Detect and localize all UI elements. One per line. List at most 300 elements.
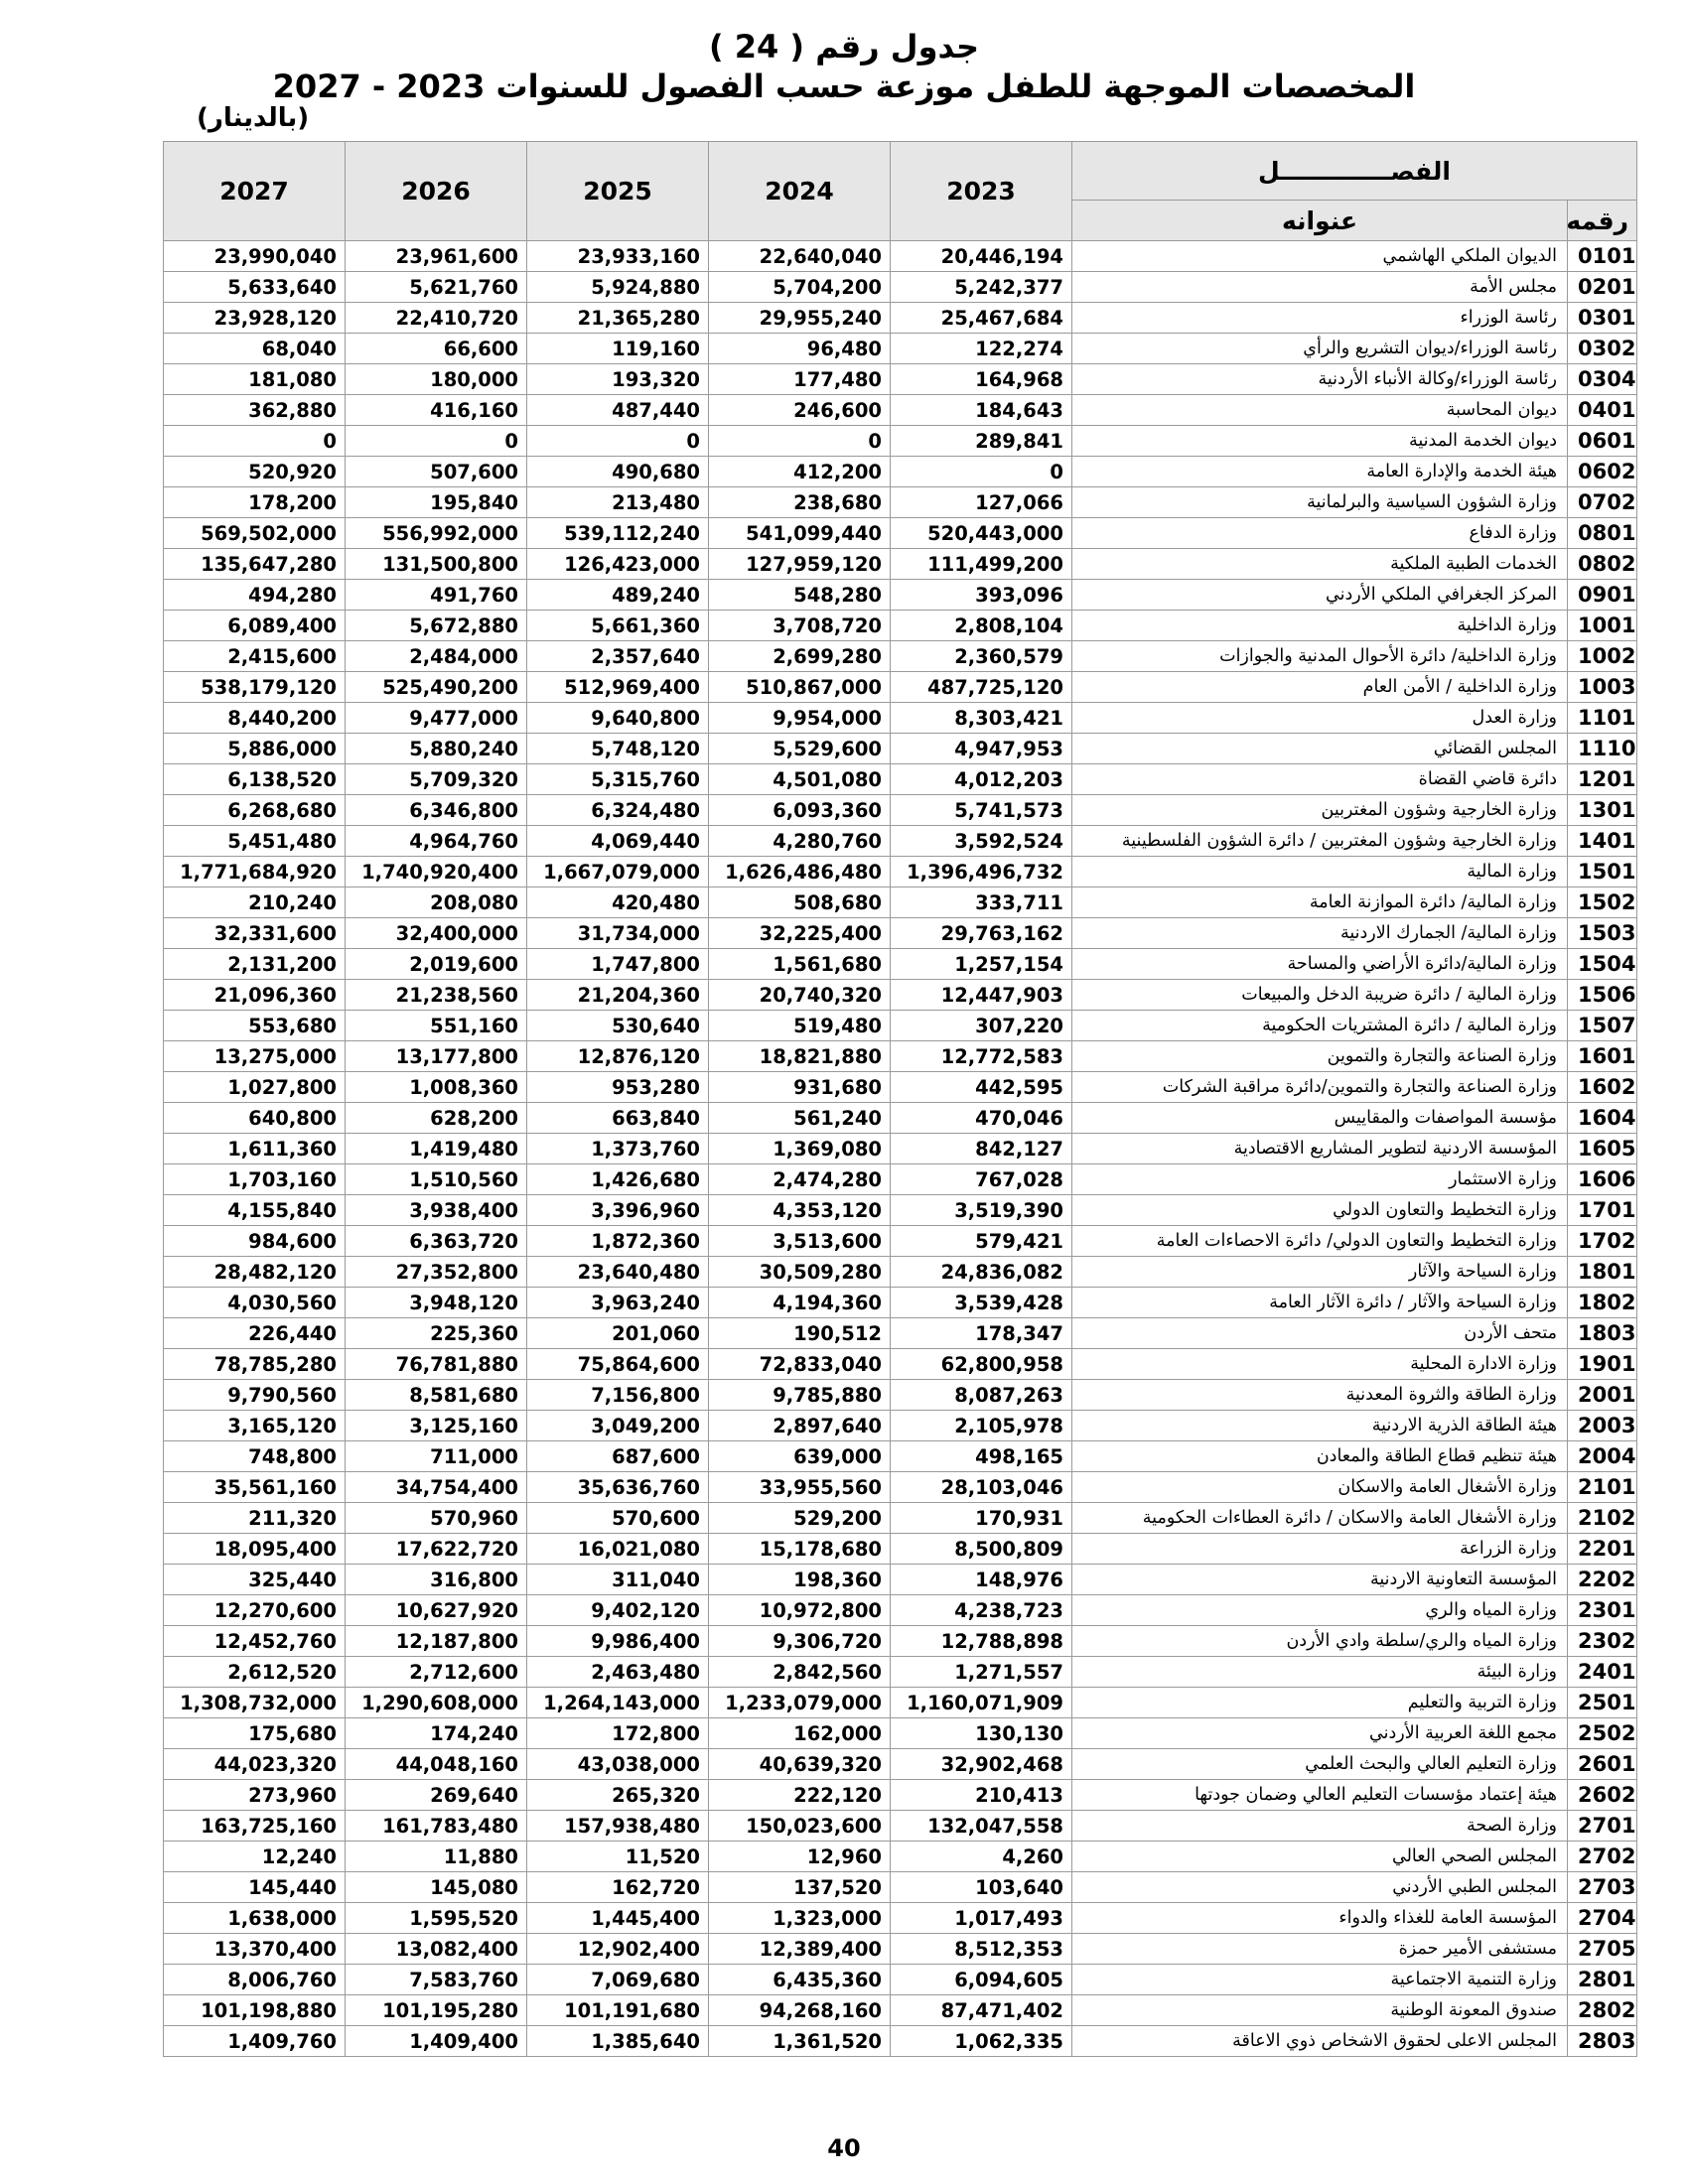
value-cell-2027: 1,308,732,000 <box>164 1688 346 1718</box>
value-cell-2025: 35,636,760 <box>527 1472 709 1503</box>
value-cell-2025: 9,640,800 <box>527 703 709 734</box>
table-row <box>164 980 1637 1011</box>
table-row <box>164 1380 1637 1411</box>
chapter-code-cell: 1801 <box>1568 1257 1637 1288</box>
value-cell-2027: 145,440 <box>164 1872 346 1903</box>
value-cell-2027: 0 <box>164 426 346 457</box>
chapter-code-cell: 2102 <box>1568 1503 1637 1534</box>
value-cell-2024: 4,194,360 <box>709 1288 891 1318</box>
value-cell-2023: 164,968 <box>891 364 1072 395</box>
value-cell-2023: 4,238,723 <box>891 1595 1072 1626</box>
value-cell-2027: 640,800 <box>164 1103 346 1134</box>
value-cell-2026: 10,627,920 <box>346 1595 527 1626</box>
value-cell-2026: 101,195,280 <box>346 1995 527 2026</box>
value-cell-2025: 119,160 <box>527 334 709 364</box>
value-cell-2024: 29,955,240 <box>709 303 891 334</box>
value-cell-2026: 3,938,400 <box>346 1195 527 1226</box>
value-cell-2027: 362,880 <box>164 395 346 426</box>
value-cell-2025: 162,720 <box>527 1872 709 1903</box>
table-row <box>164 1011 1637 1041</box>
value-cell-2025: 16,021,080 <box>527 1534 709 1565</box>
chapter-name-cell: المجلس الصحي العالي <box>1072 1842 1568 1872</box>
code-header: رقمه <box>1568 201 1637 241</box>
value-cell-2025: 953,280 <box>527 1072 709 1103</box>
value-cell-2024: 10,972,800 <box>709 1595 891 1626</box>
chapter-code-cell: 0201 <box>1568 272 1637 303</box>
chapter-name-cell: مجمع اللغة العربية الأردني <box>1072 1718 1568 1749</box>
chapter-name-cell: هيئة الخدمة والإدارة العامة <box>1072 457 1568 487</box>
value-cell-2026: 1,595,520 <box>346 1903 527 1934</box>
value-cell-2024: 222,120 <box>709 1780 891 1811</box>
chapter-code-cell: 0802 <box>1568 549 1637 580</box>
value-cell-2023: 111,499,200 <box>891 549 1072 580</box>
value-cell-2027: 78,785,280 <box>164 1349 346 1380</box>
value-cell-2023: 1,396,496,732 <box>891 857 1072 887</box>
value-cell-2023: 333,711 <box>891 887 1072 918</box>
chapter-name-cell: وزارة المالية / دائرة المشتريات الحكومية <box>1072 1011 1568 1041</box>
chapter-code-cell: 1601 <box>1568 1041 1637 1072</box>
value-cell-2026: 225,360 <box>346 1318 527 1349</box>
value-cell-2027: 1,027,800 <box>164 1072 346 1103</box>
value-cell-2027: 226,440 <box>164 1318 346 1349</box>
table-body <box>164 241 1637 2057</box>
table-row <box>164 1995 1637 2026</box>
value-cell-2024: 5,704,200 <box>709 272 891 303</box>
value-cell-2027: 520,920 <box>164 457 346 487</box>
value-cell-2025: 43,038,000 <box>527 1749 709 1780</box>
value-cell-2026: 8,581,680 <box>346 1380 527 1411</box>
value-cell-2023: 4,260 <box>891 1842 1072 1872</box>
value-cell-2023: 487,725,120 <box>891 672 1072 703</box>
chapter-name-cell: وزارة الادارة المحلية <box>1072 1349 1568 1380</box>
value-cell-2027: 748,800 <box>164 1441 346 1472</box>
value-cell-2024: 177,480 <box>709 364 891 395</box>
value-cell-2024: 2,897,640 <box>709 1411 891 1441</box>
value-cell-2026: 44,048,160 <box>346 1749 527 1780</box>
value-cell-2027: 178,200 <box>164 487 346 518</box>
value-cell-2026: 570,960 <box>346 1503 527 1534</box>
table-row <box>164 549 1637 580</box>
value-cell-2027: 5,633,640 <box>164 272 346 303</box>
value-cell-2024: 127,959,120 <box>709 549 891 580</box>
value-cell-2026: 145,080 <box>346 1872 527 1903</box>
value-cell-2024: 931,680 <box>709 1072 891 1103</box>
chapter-code-cell: 2202 <box>1568 1565 1637 1595</box>
chapter-name-cell: وزارة التعليم العالي والبحث العلمي <box>1072 1749 1568 1780</box>
value-cell-2025: 3,963,240 <box>527 1288 709 1318</box>
value-cell-2027: 181,080 <box>164 364 346 395</box>
chapter-name-cell: وزارة الصناعة والتجارة والتموين <box>1072 1041 1568 1072</box>
value-cell-2024: 1,369,080 <box>709 1134 891 1164</box>
chapter-name-cell: الديوان الملكي الهاشمي <box>1072 241 1568 272</box>
chapter-name-cell: وزارة العدل <box>1072 703 1568 734</box>
value-cell-2025: 126,423,000 <box>527 549 709 580</box>
chapter-code-cell: 2704 <box>1568 1903 1637 1934</box>
value-cell-2023: 3,592,524 <box>891 826 1072 857</box>
value-cell-2027: 8,006,760 <box>164 1965 346 1995</box>
value-cell-2023: 210,413 <box>891 1780 1072 1811</box>
chapter-name-cell: وزارة الأشغال العامة والاسكان / دائرة العطاءات الحكومية <box>1072 1503 1568 1534</box>
value-cell-2026: 22,410,720 <box>346 303 527 334</box>
value-cell-2026: 2,019,600 <box>346 949 527 980</box>
value-cell-2024: 519,480 <box>709 1011 891 1041</box>
table-row <box>164 580 1637 611</box>
value-cell-2023: 87,471,402 <box>891 1995 1072 2026</box>
table-row <box>164 1718 1637 1749</box>
value-cell-2026: 3,948,120 <box>346 1288 527 1318</box>
value-cell-2027: 210,240 <box>164 887 346 918</box>
chapter-code-cell: 0401 <box>1568 395 1637 426</box>
table-row <box>164 518 1637 549</box>
value-cell-2025: 12,902,400 <box>527 1934 709 1965</box>
table-row <box>164 611 1637 641</box>
value-cell-2023: 12,772,583 <box>891 1041 1072 1072</box>
chapter-code-cell: 0602 <box>1568 457 1637 487</box>
table-row <box>164 2026 1637 2057</box>
table-row <box>164 1657 1637 1688</box>
value-cell-2023: 442,595 <box>891 1072 1072 1103</box>
value-cell-2023: 148,976 <box>891 1565 1072 1595</box>
chapter-name-cell: المجلس الاعلى لحقوق الاشخاص ذوي الاعاقة <box>1072 2026 1568 2057</box>
chapter-code-cell: 2004 <box>1568 1441 1637 1472</box>
table-row <box>164 887 1637 918</box>
chapter-name-cell: ديوان المحاسبة <box>1072 395 1568 426</box>
chapter-name-cell: المجلس الطبي الأردني <box>1072 1872 1568 1903</box>
table-row <box>164 1041 1637 1072</box>
chapter-name-cell: المؤسسة التعاونية الاردنية <box>1072 1565 1568 1595</box>
value-cell-2025: 1,667,079,000 <box>527 857 709 887</box>
value-cell-2025: 2,357,640 <box>527 641 709 672</box>
chapter-name-cell: رئاسة الوزراء/ديوان التشريع والرأي <box>1072 334 1568 364</box>
value-cell-2027: 175,680 <box>164 1718 346 1749</box>
chapter-name-cell: هيئة إعتماد مؤسسات التعليم العالي وضمان جودتها <box>1072 1780 1568 1811</box>
value-cell-2023: 4,012,203 <box>891 764 1072 795</box>
value-cell-2024: 4,353,120 <box>709 1195 891 1226</box>
chapter-name-cell: وزارة المالية/دائرة الأراضي والمساحة <box>1072 949 1568 980</box>
value-cell-2023: 12,788,898 <box>891 1626 1072 1657</box>
value-cell-2027: 6,089,400 <box>164 611 346 641</box>
value-cell-2023: 178,347 <box>891 1318 1072 1349</box>
chapter-name-cell: رئاسة الوزراء <box>1072 303 1568 334</box>
value-cell-2026: 5,672,880 <box>346 611 527 641</box>
value-cell-2025: 7,156,800 <box>527 1380 709 1411</box>
table-row <box>164 1842 1637 1872</box>
chapter-code-cell: 0601 <box>1568 426 1637 457</box>
value-cell-2026: 3,125,160 <box>346 1411 527 1441</box>
chapter-code-cell: 2602 <box>1568 1780 1637 1811</box>
value-cell-2024: 6,093,360 <box>709 795 891 826</box>
value-cell-2027: 3,165,120 <box>164 1411 346 1441</box>
value-cell-2027: 1,409,760 <box>164 2026 346 2057</box>
chapter-name-cell: دائرة قاضي القضاة <box>1072 764 1568 795</box>
value-cell-2027: 163,725,160 <box>164 1811 346 1842</box>
table-row <box>164 857 1637 887</box>
chapter-code-cell: 2803 <box>1568 2026 1637 2057</box>
value-cell-2026: 131,500,800 <box>346 549 527 580</box>
value-cell-2023: 3,519,390 <box>891 1195 1072 1226</box>
value-cell-2024: 1,323,000 <box>709 1903 891 1934</box>
chapter-name-cell: وزارة التنمية الاجتماعية <box>1072 1965 1568 1995</box>
value-cell-2025: 31,734,000 <box>527 918 709 949</box>
chapter-name-cell: وزارة السياحة والآثار / دائرة الآثار العامة <box>1072 1288 1568 1318</box>
value-cell-2026: 1,008,360 <box>346 1072 527 1103</box>
value-cell-2023: 5,242,377 <box>891 272 1072 303</box>
chapter-name-cell: رئاسة الوزراء/وكالة الأنباء الأردنية <box>1072 364 1568 395</box>
table-row <box>164 764 1637 795</box>
value-cell-2024: 639,000 <box>709 1441 891 1472</box>
value-cell-2026: 195,840 <box>346 487 527 518</box>
value-cell-2025: 570,600 <box>527 1503 709 1534</box>
value-cell-2024: 3,513,600 <box>709 1226 891 1257</box>
year-header-2026: 2026 <box>346 142 527 241</box>
table-row <box>164 1934 1637 1965</box>
value-cell-2025: 420,480 <box>527 887 709 918</box>
year-header-2025: 2025 <box>527 142 709 241</box>
value-cell-2026: 76,781,880 <box>346 1349 527 1380</box>
chapter-code-cell: 1502 <box>1568 887 1637 918</box>
chapter-code-cell: 1003 <box>1568 672 1637 703</box>
chapter-name-cell: وزارة المياه والري <box>1072 1595 1568 1626</box>
value-cell-2024: 1,233,079,000 <box>709 1688 891 1718</box>
chapter-name-cell: وزارة الزراعة <box>1072 1534 1568 1565</box>
value-cell-2026: 17,622,720 <box>346 1534 527 1565</box>
value-cell-2025: 21,204,360 <box>527 980 709 1011</box>
value-cell-2025: 0 <box>527 426 709 457</box>
value-cell-2025: 512,969,400 <box>527 672 709 703</box>
chapter-header: الفصـــــــــــــل <box>1072 142 1637 201</box>
chapter-code-cell: 0702 <box>1568 487 1637 518</box>
table-row <box>164 1472 1637 1503</box>
value-cell-2023: 8,512,353 <box>891 1934 1072 1965</box>
table-row <box>164 1903 1637 1934</box>
value-cell-2027: 538,179,120 <box>164 672 346 703</box>
value-cell-2027: 44,023,320 <box>164 1749 346 1780</box>
value-cell-2025: 663,840 <box>527 1103 709 1134</box>
value-cell-2025: 5,661,360 <box>527 611 709 641</box>
value-cell-2024: 12,960 <box>709 1842 891 1872</box>
table-row <box>164 395 1637 426</box>
currency-unit-label: (بالدينار) <box>197 103 310 133</box>
value-cell-2027: 12,270,600 <box>164 1595 346 1626</box>
value-cell-2024: 5,529,600 <box>709 734 891 764</box>
value-cell-2024: 12,389,400 <box>709 1934 891 1965</box>
value-cell-2027: 13,275,000 <box>164 1041 346 1072</box>
value-cell-2023: 1,271,557 <box>891 1657 1072 1688</box>
value-cell-2025: 1,747,800 <box>527 949 709 980</box>
chapter-code-cell: 1802 <box>1568 1288 1637 1318</box>
value-cell-2024: 548,280 <box>709 580 891 611</box>
value-cell-2024: 96,480 <box>709 334 891 364</box>
value-cell-2026: 525,490,200 <box>346 672 527 703</box>
name-header: عنوانه <box>1072 201 1568 241</box>
value-cell-2025: 5,315,760 <box>527 764 709 795</box>
table-row <box>164 1534 1637 1565</box>
value-cell-2023: 127,066 <box>891 487 1072 518</box>
value-cell-2023: 1,257,154 <box>891 949 1072 980</box>
value-cell-2026: 507,600 <box>346 457 527 487</box>
value-cell-2026: 2,484,000 <box>346 641 527 672</box>
value-cell-2024: 412,200 <box>709 457 891 487</box>
value-cell-2023: 170,931 <box>891 1503 1072 1534</box>
value-cell-2024: 9,785,880 <box>709 1380 891 1411</box>
value-cell-2026: 32,400,000 <box>346 918 527 949</box>
value-cell-2026: 180,000 <box>346 364 527 395</box>
value-cell-2024: 72,833,040 <box>709 1349 891 1380</box>
table-row <box>164 1780 1637 1811</box>
value-cell-2024: 246,600 <box>709 395 891 426</box>
value-cell-2027: 2,415,600 <box>164 641 346 672</box>
value-cell-2024: 0 <box>709 426 891 457</box>
chapter-code-cell: 2003 <box>1568 1411 1637 1441</box>
value-cell-2027: 569,502,000 <box>164 518 346 549</box>
value-cell-2025: 21,365,280 <box>527 303 709 334</box>
value-cell-2026: 491,760 <box>346 580 527 611</box>
chapter-code-cell: 1803 <box>1568 1318 1637 1349</box>
chapter-code-cell: 0304 <box>1568 364 1637 395</box>
value-cell-2025: 1,264,143,000 <box>527 1688 709 1718</box>
value-cell-2023: 2,360,579 <box>891 641 1072 672</box>
value-cell-2023: 6,094,605 <box>891 1965 1072 1995</box>
chapter-code-cell: 1701 <box>1568 1195 1637 1226</box>
chapter-name-cell: وزارة الصحة <box>1072 1811 1568 1842</box>
value-cell-2025: 2,463,480 <box>527 1657 709 1688</box>
value-cell-2026: 1,409,400 <box>346 2026 527 2057</box>
value-cell-2024: 4,501,080 <box>709 764 891 795</box>
chapter-code-cell: 2801 <box>1568 1965 1637 1995</box>
value-cell-2026: 11,880 <box>346 1842 527 1872</box>
table-row <box>164 826 1637 857</box>
value-cell-2024: 508,680 <box>709 887 891 918</box>
value-cell-2025: 5,924,880 <box>527 272 709 303</box>
chapter-code-cell: 1605 <box>1568 1134 1637 1164</box>
value-cell-2023: 25,467,684 <box>891 303 1072 334</box>
chapter-code-cell: 2501 <box>1568 1688 1637 1718</box>
value-cell-2026: 0 <box>346 426 527 457</box>
value-cell-2027: 23,928,120 <box>164 303 346 334</box>
value-cell-2023: 4,947,953 <box>891 734 1072 764</box>
value-cell-2024: 20,740,320 <box>709 980 891 1011</box>
value-cell-2026: 556,992,000 <box>346 518 527 549</box>
value-cell-2024: 18,821,880 <box>709 1041 891 1072</box>
chapter-code-cell: 2401 <box>1568 1657 1637 1688</box>
value-cell-2025: 201,060 <box>527 1318 709 1349</box>
value-cell-2026: 1,510,560 <box>346 1164 527 1195</box>
value-cell-2024: 40,639,320 <box>709 1749 891 1780</box>
year-header-2023: 2023 <box>891 142 1072 241</box>
value-cell-2025: 490,680 <box>527 457 709 487</box>
value-cell-2027: 12,452,760 <box>164 1626 346 1657</box>
value-cell-2025: 3,396,960 <box>527 1195 709 1226</box>
page-title: المخصصات الموجهة للطفل موزعة حسب الفصول للسنوات 2023 - 2027 <box>272 68 1416 105</box>
chapter-code-cell: 2201 <box>1568 1534 1637 1565</box>
chapter-name-cell: متحف الأردن <box>1072 1318 1568 1349</box>
value-cell-2027: 13,370,400 <box>164 1934 346 1965</box>
value-cell-2027: 35,561,160 <box>164 1472 346 1503</box>
chapter-name-cell: هيئة تنظيم قطاع الطاقة والمعادن <box>1072 1441 1568 1472</box>
value-cell-2027: 2,612,520 <box>164 1657 346 1688</box>
value-cell-2025: 265,320 <box>527 1780 709 1811</box>
value-cell-2026: 5,621,760 <box>346 272 527 303</box>
chapter-name-cell: وزارة المالية <box>1072 857 1568 887</box>
chapter-name-cell: وزارة الدفاع <box>1072 518 1568 549</box>
chapter-name-cell: وزارة البيئة <box>1072 1657 1568 1688</box>
table-row <box>164 1164 1637 1195</box>
chapter-name-cell: وزارة الخارجية وشؤون المغتربين / دائرة الشؤون الفلسطينية <box>1072 826 1568 857</box>
value-cell-2027: 325,440 <box>164 1565 346 1595</box>
table-number: جدول رقم ( 24 ) <box>708 28 979 66</box>
chapter-code-cell: 0801 <box>1568 518 1637 549</box>
value-cell-2025: 487,440 <box>527 395 709 426</box>
value-cell-2024: 22,640,040 <box>709 241 891 272</box>
value-cell-2023: 132,047,558 <box>891 1811 1072 1842</box>
value-cell-2024: 9,954,000 <box>709 703 891 734</box>
chapter-code-cell: 1604 <box>1568 1103 1637 1134</box>
chapter-code-cell: 1506 <box>1568 980 1637 1011</box>
table-row <box>164 1072 1637 1103</box>
table-row <box>164 1749 1637 1780</box>
value-cell-2027: 68,040 <box>164 334 346 364</box>
chapter-name-cell: المؤسسة العامة للغذاء والدواء <box>1072 1903 1568 1934</box>
chapter-code-cell: 2301 <box>1568 1595 1637 1626</box>
chapter-code-cell: 0302 <box>1568 334 1637 364</box>
table-row <box>164 1103 1637 1134</box>
chapter-code-cell: 1602 <box>1568 1072 1637 1103</box>
value-cell-2027: 28,482,120 <box>164 1257 346 1288</box>
chapter-name-cell: وزارة الداخلية <box>1072 611 1568 641</box>
chapter-name-cell: وزارة المالية / دائرة ضريبة الدخل والمبيعات <box>1072 980 1568 1011</box>
table-row <box>164 1503 1637 1534</box>
value-cell-2027: 553,680 <box>164 1011 346 1041</box>
value-cell-2024: 238,680 <box>709 487 891 518</box>
value-cell-2024: 1,361,520 <box>709 2026 891 2057</box>
value-cell-2026: 7,583,760 <box>346 1965 527 1995</box>
value-cell-2023: 470,046 <box>891 1103 1072 1134</box>
value-cell-2027: 5,886,000 <box>164 734 346 764</box>
value-cell-2025: 172,800 <box>527 1718 709 1749</box>
value-cell-2025: 101,191,680 <box>527 1995 709 2026</box>
chapter-name-cell: الخدمات الطبية الملكية <box>1072 549 1568 580</box>
chapter-code-cell: 0901 <box>1568 580 1637 611</box>
chapter-code-cell: 1201 <box>1568 764 1637 795</box>
value-cell-2025: 23,933,160 <box>527 241 709 272</box>
table-row <box>164 949 1637 980</box>
value-cell-2026: 551,160 <box>346 1011 527 1041</box>
table-row <box>164 1288 1637 1318</box>
table-row <box>164 1811 1637 1842</box>
value-cell-2023: 393,096 <box>891 580 1072 611</box>
value-cell-2027: 1,611,360 <box>164 1134 346 1164</box>
chapter-name-cell: وزارة الطاقة والثروة المعدنية <box>1072 1380 1568 1411</box>
value-cell-2027: 2,131,200 <box>164 949 346 980</box>
value-cell-2026: 21,238,560 <box>346 980 527 1011</box>
value-cell-2027: 135,647,280 <box>164 549 346 580</box>
value-cell-2023: 2,808,104 <box>891 611 1072 641</box>
value-cell-2025: 1,373,760 <box>527 1134 709 1164</box>
chapter-code-cell: 1301 <box>1568 795 1637 826</box>
chapter-name-cell: وزارة السياحة والآثار <box>1072 1257 1568 1288</box>
chapter-name-cell: وزارة المالية/ دائرة الموازنة العامة <box>1072 887 1568 918</box>
value-cell-2024: 33,955,560 <box>709 1472 891 1503</box>
value-cell-2026: 1,740,920,400 <box>346 857 527 887</box>
chapter-name-cell: وزارة الشؤون السياسية والبرلمانية <box>1072 487 1568 518</box>
value-cell-2025: 23,640,480 <box>527 1257 709 1288</box>
chapter-code-cell: 1702 <box>1568 1226 1637 1257</box>
value-cell-2024: 1,626,486,480 <box>709 857 891 887</box>
value-cell-2023: 3,539,428 <box>891 1288 1072 1318</box>
chapter-code-cell: 2302 <box>1568 1626 1637 1657</box>
chapter-code-cell: 2702 <box>1568 1842 1637 1872</box>
value-cell-2025: 6,324,480 <box>527 795 709 826</box>
